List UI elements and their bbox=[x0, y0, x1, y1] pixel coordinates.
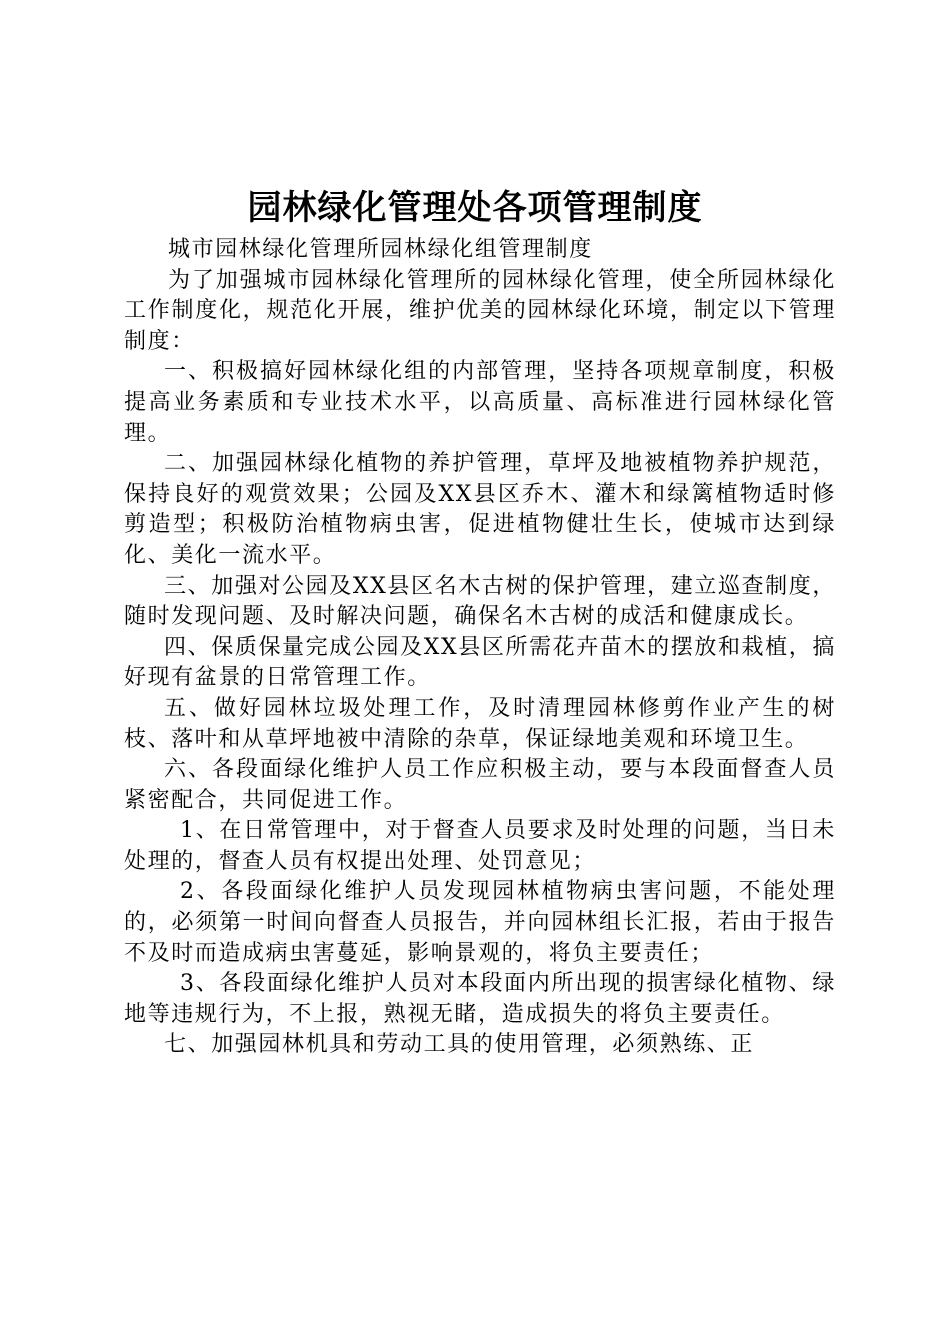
subclause-1-paragraph: 1、在日常管理中，对于督查人员要求及时处理的问题，当日未处理的，督查人员有权提出处理、处罚意见； bbox=[124, 818, 836, 874]
clause-1-paragraph: 一、积极搞好园林绿化组的内部管理，坚持各项规章制度，积极提高业务素质和专业技术水平，以高质量、高标准进行园林绿化管理。 bbox=[124, 359, 836, 446]
clause-3-paragraph: 三、加强对公园及XX县区名木古树的保护管理，建立巡查制度，随时发现问题、及时解决问题，确保名木古树的成活和健康成长。 bbox=[124, 573, 836, 630]
clause-5-paragraph: 五、做好园林垃圾处理工作，及时清理园林修剪作业产生的树枝、落叶和从草坪地被中清除的杂草，保证绿地美观和环境卫生。 bbox=[124, 695, 836, 752]
clause-2-paragraph: 二、加强园林绿化植物的养护管理，草坪及地被植物养护规范，保持良好的观赏效果；公园及XX县区乔木、灌木和绿篱植物适时修剪造型；积极防治植物病虫害，促进植物健壮生长，使城市达到绿化、美化一流水平。 bbox=[124, 451, 836, 568]
subtitle-paragraph: 城市园林绿化管理所园林绿化组管理制度 bbox=[168, 237, 593, 262]
subclause-3-paragraph: 3、各段面绿化维护人员对本段面内所出现的损害绿化植物、绿地等违规行为，不上报，熟视无睹，造成损失的将负主要责任。 bbox=[124, 971, 836, 1027]
intro-paragraph: 为了加强城市园林绿化管理所的园林绿化管理，使全所园林绿化工作制度化，规范化开展，维护优美的园林绿化环境，制定以下管理制度： bbox=[124, 267, 836, 354]
document-title: 园林绿化管理处各项管理制度 bbox=[247, 188, 703, 228]
clause-4-paragraph: 四、保质保量完成公园及XX县区所需花卉苗木的摆放和栽植，搞好现有盆景的日常管理工作。 bbox=[124, 634, 836, 691]
subclause-2-paragraph: 2、各段面绿化维护人员发现园林植物病虫害问题，不能处理的，必须第一时间向督查人员报告，并向园林组长汇报，若由于报告不及时而造成病虫害蔓延，影响景观的，将负主要责任； bbox=[124, 879, 836, 966]
clause-6-paragraph: 六、各段面绿化维护人员工作应积极主动，要与本段面督查人员紧密配合，共同促进工作。 bbox=[124, 757, 836, 813]
document-body bbox=[124, 235, 836, 1061]
clause-7-paragraph: 七、加强园林机具和劳动工具的使用管理，必须熟练、正 bbox=[164, 1032, 755, 1058]
